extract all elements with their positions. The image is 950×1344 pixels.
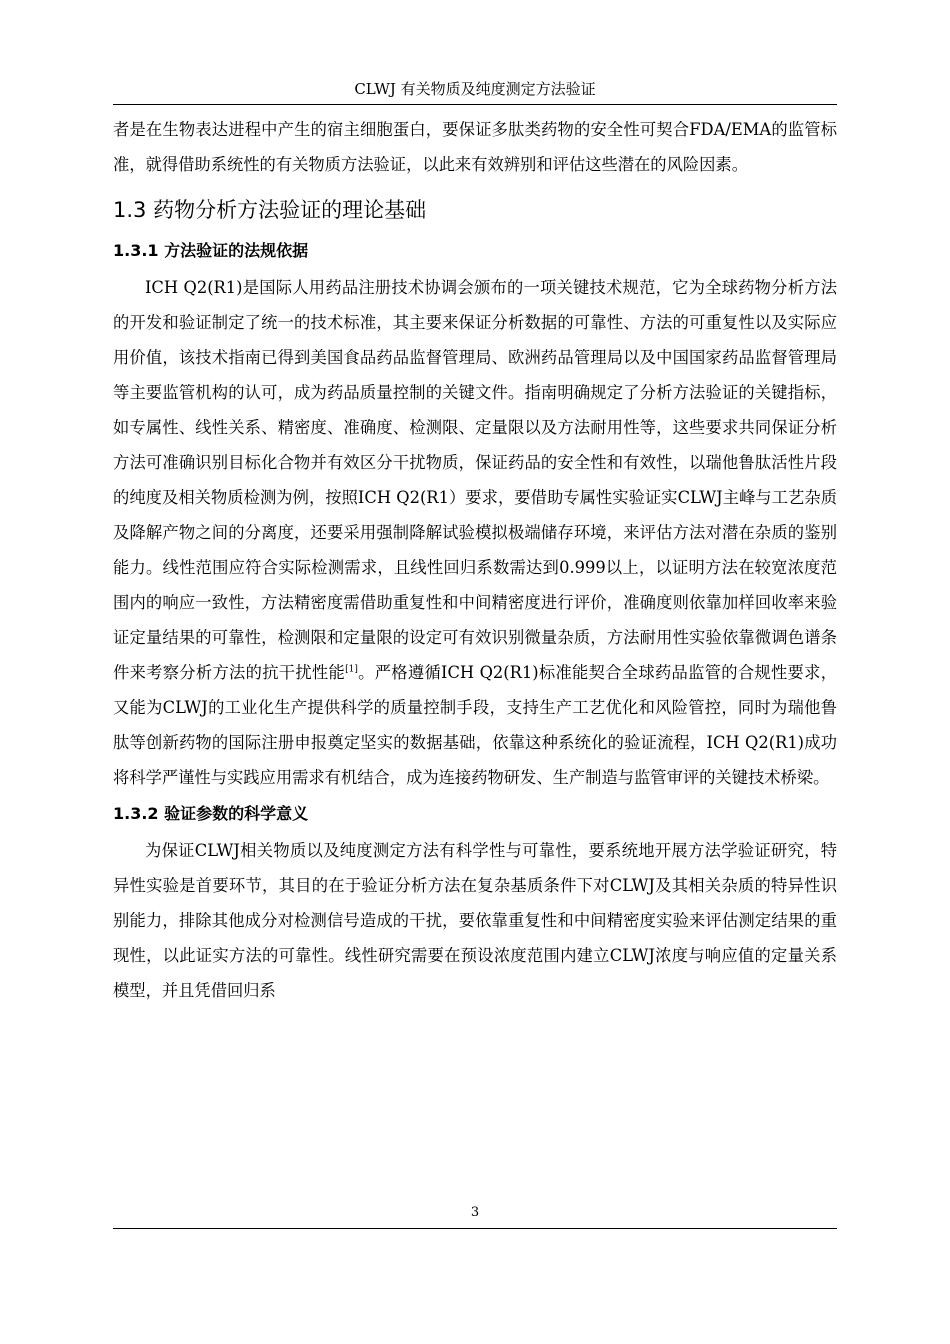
- paragraph-1-3-1: [113, 270, 837, 795]
- paragraph-1-3-1-part1: ICH Q2(R1)是国际人用药品注册技术协调会颁布的一项关键技术规范，它为全球药物分析方法的开发和验证制定了统一的技术标准，其主要来保证分析数据的可靠性、方法的可重复性以及实际应用价值，该技术指南已得到美国食品药品监督管理局、欧洲药品管理局以及中国国家药品监督管理局等主要监管机构的认可，成为药品质量控制的关键文件。指南明确规定了分析方法验证的关键指标，如专属性、线性关系、精密度、准确度、检测限、定量限以及方法耐用性等，这些要求共同保证分析方法可准确识别目标化合物并有效区分干扰物质，保证药品的安全性和有效性，以瑞他鲁肽活性片段的纯度及相关物质检测为例，按照ICH Q2(R1）要求，要借助专属性实验证实CLWJ主峰与工艺杂质及降解产物之间的分离度，还要采用强制降解试验模拟极端储存环境，来评估方法对潜在杂质的鉴别能力。线性范围应符合实际检测需求，且线性回归系数需达到0.999以上，以证明方法在较宽浓度范围内的响应一致性，方法精密度需借助重复性和中间精密度进行评价，准确度则依靠加样回收率来验证定量结果的可靠性，检测限和定量限的设定可有效识别微量杂质，方法耐用性实验依靠微调色谱条件来考察分析方法的抗干扰性能: [113, 278, 837, 682]
- paragraph-1-3-2: 为保证CLWJ相关物质以及纯度测定方法有科学性与可靠性，要系统地开展方法学验证研究，特异性实验是首要环节，其目的在于验证分析方法在复杂基质条件下对CLWJ及其相关杂质的特异性识别能力，排除其他成分对检测信号造成的干扰，要依靠重复性和中间精密度实验来评估测定结果的重现性，以此证实方法的可靠性。线性研究需要在预设浓度范围内建立CLWJ浓度与响应值的定量关系模型，并且凭借回归系: [113, 841, 837, 1000]
- footer-rule: [113, 1228, 837, 1229]
- subsection-heading-1-3-1: 1.3.1 方法验证的法规依据: [113, 241, 309, 260]
- page-body: [113, 112, 837, 1008]
- intro-paragraph: 者是在生物表达进程中产生的宿主细胞蛋白，要保证多肽类药物的安全性可契合FDA/EMA的监管标准，就得借助系统性的有关物质方法验证，以此来有效辨别和评估这些潜在的风险因素。: [113, 120, 837, 174]
- paragraph-1-3-1-part2: 。严格遵循ICH Q2(R1)标准能契合全球药品监管的合规性要求，又能为CLWJ的工业化生产提供科学的质量控制手段，支持生产工艺优化和风险管控，同时为瑞他鲁肽等创新药物的国际注册申报奠定坚实的数据基础，依靠这种系统化的验证流程，ICH Q2(R1)成功将科学严谨性与实践应用需求有机结合，成为连接药物研发、生产制造与监管审评的关键技术桥梁。: [113, 663, 837, 787]
- header-rule: [113, 104, 837, 105]
- subsection-heading-1-3-2: 1.3.2 验证参数的科学意义: [113, 804, 309, 823]
- page-number: 3: [470, 1205, 480, 1220]
- running-header: CLWJ 有关物质及纯度测定方法验证: [354, 80, 596, 98]
- section-heading-1-3: 1.3 药物分析方法验证的理论基础: [113, 198, 427, 222]
- citation-ref-1: [1]: [345, 664, 358, 675]
